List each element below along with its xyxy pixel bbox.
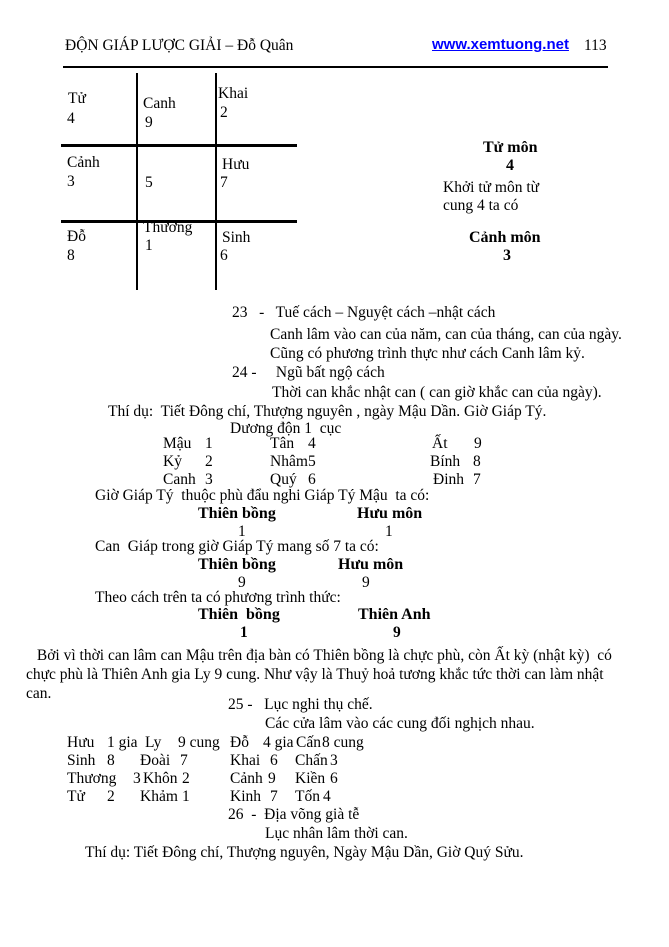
can-cell: Đinh <box>433 471 464 488</box>
door-cell: Khôn <box>143 770 178 787</box>
door-cell: 4 gia <box>263 734 294 751</box>
magic-cell-label: Khai <box>218 85 249 102</box>
door-cell: 2 <box>107 788 115 805</box>
can-cell: 1 <box>205 435 213 452</box>
website-link[interactable]: www.xemtuong.net <box>432 36 569 53</box>
item-24-title: 24 - Ngũ bất ngộ cách <box>232 364 385 381</box>
pair-right-head: Hưu môn <box>357 505 423 522</box>
magic-cell-num: 8 <box>67 247 75 264</box>
grid-vline-2 <box>215 73 217 290</box>
magic-cell-num: 6 <box>220 247 228 264</box>
magic-cell-num: 7 <box>220 174 228 191</box>
can-cell: Quý <box>270 471 297 488</box>
paragraph-line: can. <box>26 685 52 702</box>
door-cell: Cảnh <box>230 770 263 787</box>
door-cell: 4 <box>323 788 331 805</box>
can-cell: 4 <box>308 435 316 452</box>
grid-vline-1 <box>136 73 138 290</box>
door-cell: 9 <box>268 770 276 787</box>
door-cell: Tốn <box>295 788 320 805</box>
pair-intro: Theo cách trên ta có phương trình thức: <box>95 589 341 606</box>
can-cell: Nhâm <box>270 453 308 470</box>
door-cell: 3 <box>330 752 338 769</box>
magic-cell-label: Cảnh <box>67 154 100 171</box>
door-cell: Kinh <box>230 788 261 805</box>
pair-left-head: Thiên bồng <box>198 505 276 522</box>
side-note-title: Tử môn <box>483 139 538 156</box>
pair-right-head: Hưu môn <box>338 556 404 573</box>
magic-cell-label: Thương <box>143 219 193 236</box>
header-rule <box>63 66 608 68</box>
pair-left-num: 1 <box>238 523 246 540</box>
door-cell: Chấn <box>295 752 328 769</box>
can-cell: 3 <box>205 471 213 488</box>
item-23-line: Cũng có phương trình thực như cách Canh lâm kỷ. <box>270 345 585 362</box>
door-cell: Sinh <box>67 752 96 769</box>
door-cell: Khai <box>230 752 261 769</box>
can-cell: 8 <box>473 453 481 470</box>
can-cell: 6 <box>308 471 316 488</box>
pair-right-num: 9 <box>362 574 370 591</box>
pair-left-num: 1 <box>240 624 248 641</box>
item-26-line: Lục nhân lâm thời can. <box>265 825 408 842</box>
door-cell: Ly <box>145 734 162 751</box>
door-cell: 7 <box>180 752 188 769</box>
example-line: Thí dụ: Tiết Đông chí, Thượng nguyên , ngày Mậu Dần. Giờ Giáp Tý. <box>108 403 547 420</box>
door-cell: Đoài <box>140 752 171 769</box>
door-cell: 2 <box>182 770 190 787</box>
door-cell: 3 <box>133 770 141 787</box>
door-cell: 1 <box>182 788 190 805</box>
pair-right-head: Thiên Anh <box>358 606 431 623</box>
pair-intro: Giờ Giáp Tý thuộc phù đẩu nghi Giáp Tý Mậu ta có: <box>95 487 430 504</box>
magic-cell-label: Đỗ <box>67 228 86 245</box>
door-cell: Khảm <box>140 788 178 805</box>
can-cell: 5 <box>308 453 316 470</box>
magic-cell-num: 9 <box>145 114 153 131</box>
can-cell: Kỷ <box>163 453 182 470</box>
item-23-line: Canh lâm vào can của năm, can của tháng, can của ngày. <box>270 326 622 343</box>
door-cell: 8 cung <box>322 734 364 751</box>
paragraph-line: chực phù là Thiên Anh gia Ly 9 cung. Như vậy là Thuỷ hoả tương khắc tức thời can làm nhật <box>26 666 604 683</box>
can-cell: Mậu <box>163 435 192 452</box>
magic-cell-label: Sinh <box>222 229 251 246</box>
magic-cell-label: Canh <box>143 95 176 112</box>
grid-hline-1 <box>61 144 297 147</box>
magic-cell-num: 3 <box>67 173 75 190</box>
pair-right-num: 9 <box>393 624 401 641</box>
magic-cell-label: Tử <box>68 90 86 107</box>
door-cell: 7 <box>270 788 278 805</box>
door-cell: Cấn <box>296 734 321 751</box>
cycle-title: Dương độn 1 cục <box>230 420 342 437</box>
side-note-desc-line: cung 4 ta có <box>443 197 519 214</box>
example-line: Thí dụ: Tiết Đông chí, Thượng nguyên, Ngày Mậu Dần, Giờ Quý Sửu. <box>85 844 524 861</box>
pair-left-num: 9 <box>238 574 246 591</box>
item-25-line: Các cửa lâm vào các cung đối nghịch nhau. <box>265 715 535 732</box>
door-cell: Đỗ <box>230 734 249 751</box>
can-cell: 7 <box>473 471 481 488</box>
pair-right-num: 1 <box>385 523 393 540</box>
door-cell: Hưu <box>67 734 95 751</box>
door-cell: 6 <box>330 770 338 787</box>
can-cell: Bính <box>430 453 461 470</box>
magic-cell-num: 5 <box>145 174 153 191</box>
side-note-number: 3 <box>503 247 511 264</box>
door-cell: Thương <box>67 770 117 787</box>
can-cell: Ất <box>432 435 448 452</box>
magic-cell-num: 2 <box>220 104 228 121</box>
door-cell: Tử <box>67 788 85 805</box>
pair-left-head: Thiên bồng <box>198 606 280 623</box>
item-26-title: 26 - Địa võng già tễ <box>228 806 360 823</box>
can-cell: 2 <box>205 453 213 470</box>
magic-cell-label: Hưu <box>222 156 250 173</box>
page-number: 113 <box>584 37 607 54</box>
item-23-title: 23 - Tuế cách – Nguyệt cách –nhật cách <box>232 304 496 321</box>
item-24-line: Thời can khắc nhật can ( can giờ khắc can của ngày). <box>272 384 602 401</box>
magic-cell-num: 1 <box>145 237 153 254</box>
can-cell: Tân <box>270 435 295 452</box>
paragraph-line: Bởi vì thời can lâm can Mậu trên địa bàn có Thiên bồng là chực phù, còn Ất kỳ (nhật kỳ) có <box>33 647 612 664</box>
door-cell: Kiền <box>295 770 326 787</box>
can-cell: 9 <box>474 435 482 452</box>
magic-cell-num: 4 <box>67 110 75 127</box>
door-cell: 1 gia <box>107 734 138 751</box>
pair-left-head: Thiên bồng <box>198 556 276 573</box>
door-cell: 9 cung <box>178 734 220 751</box>
pair-intro: Can Giáp trong giờ Giáp Tý mang số 7 ta có: <box>95 538 379 555</box>
item-25-title: 25 - Lục nghi thụ chế. <box>228 696 373 713</box>
door-cell: 8 <box>107 752 115 769</box>
side-note-number: 4 <box>506 157 514 174</box>
side-note-title: Cảnh môn <box>469 229 541 246</box>
can-cell: Canh <box>163 471 196 488</box>
side-note-desc-line: Khởi tử môn từ <box>443 179 540 196</box>
page-title: ĐỘN GIÁP LƯỢC GIẢI – Đỗ Quân <box>65 37 294 54</box>
door-cell: 6 <box>270 752 278 769</box>
